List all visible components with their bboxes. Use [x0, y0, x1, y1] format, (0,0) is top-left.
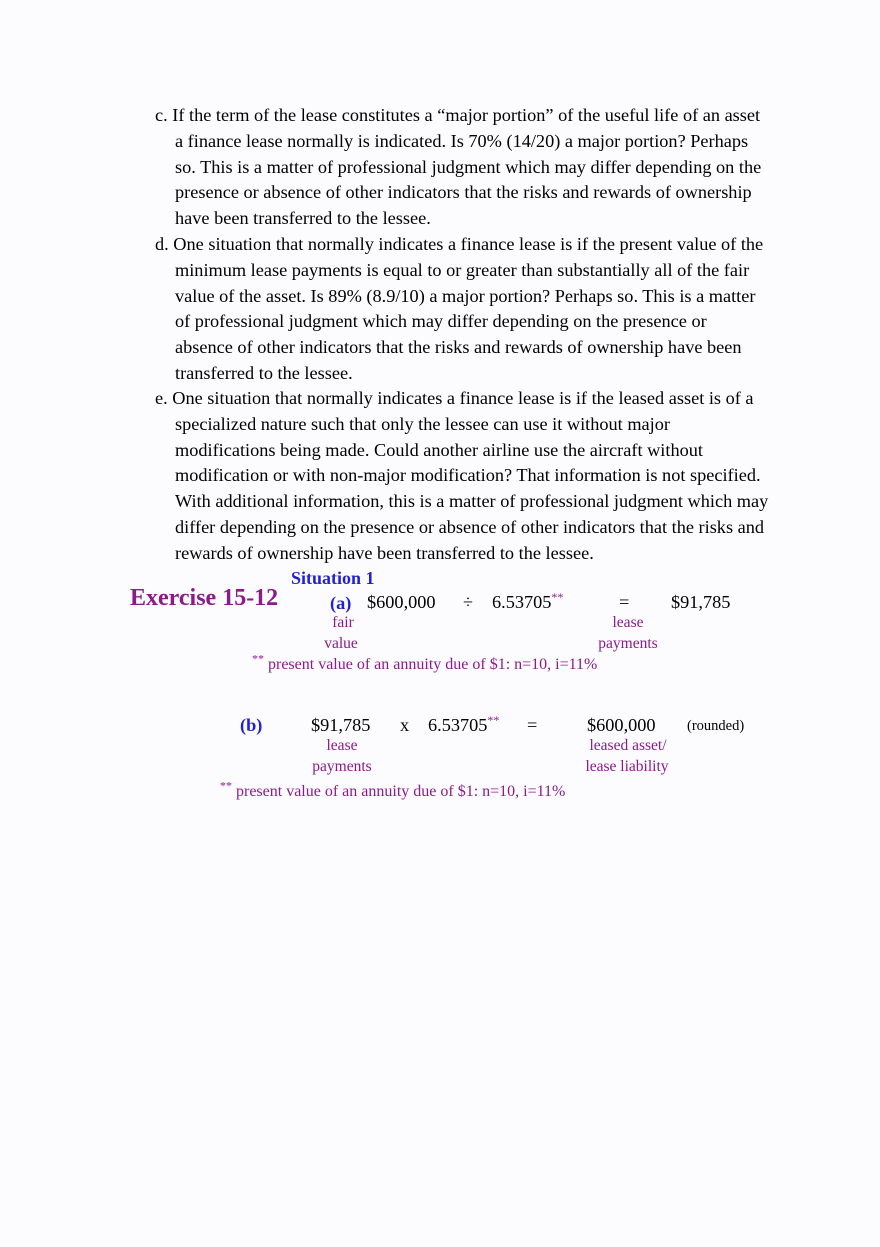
item-line: If the term of the lease constitutes a “major portion” of the useful life of an asset [172, 105, 761, 125]
item-line: modification or with non-major modification? That information is not specified. [175, 465, 761, 486]
equals-sign: = [619, 592, 630, 612]
footnote-text: present value of an annuity due of $1: n=10, i=11% [236, 783, 566, 800]
item-line: modifications being made. Could another airline use the aircraft without [175, 439, 703, 460]
list-item-d [155, 232, 835, 387]
footnote-mark: ** [252, 651, 264, 666]
footnote-mark: ** [220, 778, 232, 793]
item-line: differ depending on the presence or absence of other indicators that the risks and [175, 516, 765, 537]
lease-payment-amount: $91,785 [311, 715, 371, 735]
fair-label: fair [332, 614, 354, 631]
payments-label: payments [312, 758, 372, 775]
lease-label: lease [326, 737, 358, 754]
fair-value-amount: $600,000 [367, 592, 436, 612]
item-line: minimum lease payments is equal to or greater than substantially all of the fair [175, 259, 750, 280]
item-line: One situation that normally indicates a finance lease is if the leased asset is of a [172, 388, 754, 408]
leased-asset-label: leased asset/ [589, 737, 667, 754]
item-line: rewards of ownership have been transferred to the lessee. [175, 542, 594, 563]
exercise-title: Exercise 15-12 [130, 585, 279, 611]
item-line: have been transferred to the lessee. [175, 208, 431, 229]
item-line: One situation that normally indicates a finance lease is if the present value of the [173, 234, 764, 254]
item-line: value of the asset. Is 89% (8.9/10) a major portion? Perhaps so. This is a matter [175, 285, 756, 306]
item-line: transferred to the lessee. [175, 362, 353, 383]
equals-sign: = [527, 715, 538, 735]
item-label: c. [155, 105, 168, 125]
item-line: a finance lease normally is indicated. Is 70% (14/20) a major portion? Perhaps [175, 130, 749, 151]
multiply-operator: x [400, 715, 410, 735]
annuity-factor: 6.53705 [492, 592, 552, 612]
item-line: absence of other indicators that the risks and rewards of ownership have been [175, 337, 742, 358]
lease-label: lease [612, 614, 644, 631]
lease-payment-result: $91,785 [671, 592, 731, 612]
item-line: presence or absence of other indicators that the risks and rewards of ownership [175, 182, 752, 203]
lease-liability-label: lease liability [585, 758, 669, 775]
leased-asset-result: $600,000 [587, 715, 656, 735]
value-label: value [324, 635, 358, 652]
item-label: e. [155, 388, 168, 408]
item-line: With additional information, this is a matter of professional judgment which may [175, 491, 769, 512]
divide-operator: ÷ [463, 592, 474, 612]
item-label: d. [155, 234, 169, 254]
item-line: so. This is a matter of professional judgment which may differ depending on the [175, 156, 762, 177]
payments-label: payments [598, 635, 658, 652]
footnote-text: present value of an annuity due of $1: n=10, i=11% [268, 656, 598, 673]
part-a-label: (a) [330, 593, 352, 613]
situation-heading: Situation 1 [291, 568, 375, 588]
footnote-mark: ** [551, 589, 564, 604]
item-line: specialized nature such that only the lessee can use it without major [175, 413, 670, 434]
list-item-e [155, 386, 835, 567]
list-item-c [155, 103, 835, 232]
annuity-factor: 6.53705 [428, 715, 488, 735]
item-line: of professional judgment which may differ depending on the presence or [175, 311, 707, 332]
part-b-label: (b) [240, 715, 263, 735]
footnote-mark: ** [487, 712, 500, 727]
rounded-note: (rounded) [687, 718, 745, 734]
